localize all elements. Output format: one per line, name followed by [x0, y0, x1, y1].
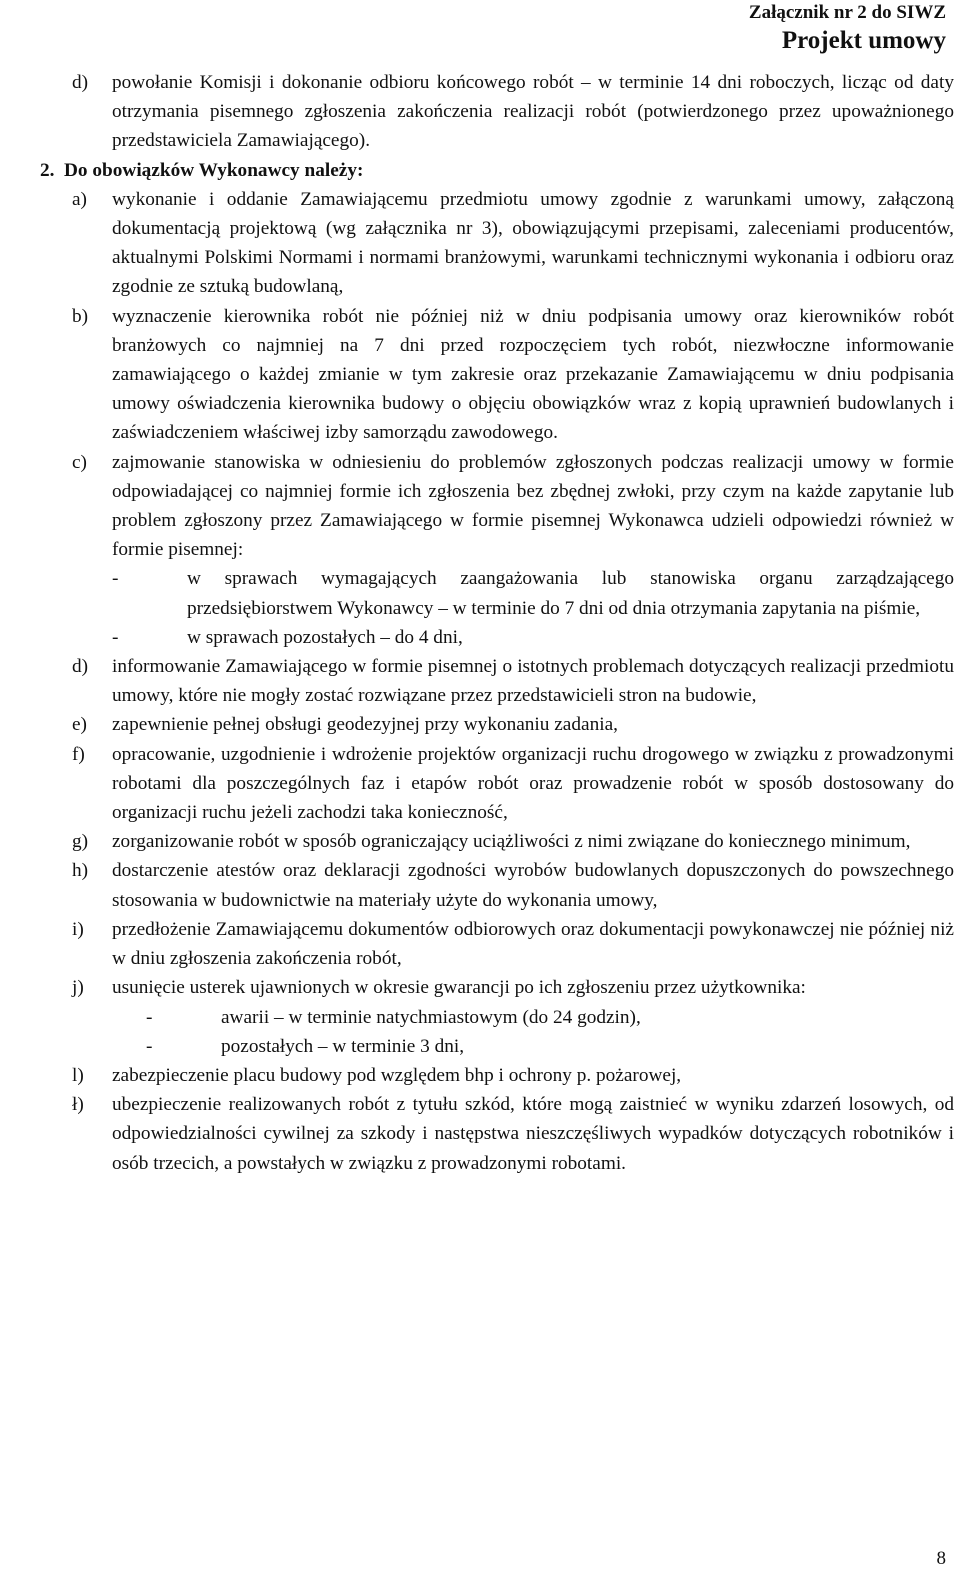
list-item-intro-d [72, 68, 954, 156]
list-item-j [72, 973, 954, 1061]
list-text: powołanie Komisji i dokonanie odbioru końcowego robót – w terminie 14 dni roboczych, licząc od daty otrzymania pisemnego zgłoszenia zakończenia realizacji robót (potwierdzonego przez upoważnionego przedstawiciela Zamawiającego). [112, 72, 954, 152]
dash-item [112, 623, 954, 652]
list-label: d) [72, 72, 89, 93]
dash-item [112, 1032, 954, 1061]
list-item-c [72, 448, 954, 652]
list-label: h) [72, 860, 89, 882]
list-text: zorganizowanie robót w sposób ograniczający uciążliwości z nimi związane do koniecznego minimum, [112, 831, 911, 853]
list-item-b [72, 302, 954, 448]
list-text: informowanie Zamawiającego w formie pisemnej o istotnych problemach dotyczących realizacji przedmiotu umowy, które nie mogły zostać rozwiązane przez przedstawicieli stron na budowie, [112, 656, 954, 707]
dash-label: - [112, 568, 119, 590]
list-label: g) [72, 831, 89, 853]
list-item-d [72, 652, 954, 710]
section-heading: Do obowiązków Wykonawcy należy: [64, 159, 364, 181]
list-label: ł) [72, 1094, 84, 1116]
list-item-l [72, 1061, 954, 1090]
list-label: l) [72, 1064, 84, 1086]
list-item-i [72, 915, 954, 973]
list-text: przedłożenie Zamawiającemu dokumentów odbiorowych oraz dokumentacji powykonawczej nie później niż w dniu zgłoszenia zakończenia robót, [112, 918, 954, 970]
list-text: wyznaczenie kierownika robót nie później niż w dniu podpisania umowy oraz kierowników robót branżowych co najmniej na 7 dni przed rozpoczęciem tych robót, niezwłoczne informowanie zamawiającego o każdej zmianie w tym zakresie oraz przekazanie Zamawiającemu w dniu podpisania umowy oświadczenia kierownika budowy o objęciu obowiązków wraz z kopią uprawnień budowlanych i zaświadczeniem właściwej izby samorządu zawodowego. [112, 305, 954, 444]
list-label: f) [72, 743, 85, 765]
dash-item [112, 1003, 954, 1032]
section-number: 2. [40, 159, 55, 181]
dash-item [112, 564, 954, 622]
list-label: c) [72, 451, 87, 473]
list-label: j) [72, 977, 84, 999]
list-text: dostarczenie atestów oraz deklaracji zgodności wyrobów budowlanych dopuszczonych do powszechnego stosowania w budownictwie na materiały użyte do wykonania umowy, [112, 860, 954, 911]
list-item-f [72, 740, 954, 828]
list-item-a [72, 185, 954, 302]
page-header [749, 0, 946, 56]
dash-text: awarii – w terminie natychmiastowym (do 24 godzin), [221, 1006, 641, 1028]
dash-label: - [146, 1006, 153, 1028]
list-text: zajmowanie stanowiska w odniesieniu do problemów zgłoszonych podczas realizacji umowy w formie odpowiadającej co najmniej formie ich zgłoszenia bez zbędnej zwłoki, przy czym na każde zapytanie lub problem zgłoszony przez Zamawiającego w formie pisemnej Wykonawca udzieli odpowiedzi również w formie pisemnej: [112, 451, 954, 561]
list-item-l-stroke [72, 1090, 954, 1178]
dash-text: pozostałych – w terminie 3 dni, [221, 1035, 465, 1057]
page-number: 8 [936, 1548, 946, 1569]
list-text: usunięcie usterek ujawnionych w okresie gwarancji po ich zgłoszeniu przez użytkownika: [112, 977, 806, 999]
list-label: e) [72, 714, 87, 736]
attachment-label: Załącznik nr 2 do SIWZ [748, 2, 946, 23]
list-body [112, 973, 954, 1061]
list-label: b) [72, 305, 89, 327]
list-text: zapewnienie pełnej obsługi geodezyjnej przy wykonaniu zadania, [112, 714, 618, 736]
dash-text: w sprawach pozostałych – do 4 dni, [187, 626, 463, 648]
list-body [112, 448, 954, 652]
dash-label: - [112, 626, 119, 648]
list-label: a) [72, 188, 87, 210]
document-title: Projekt umowy [781, 27, 946, 54]
list-item-h [72, 856, 954, 914]
document-body [40, 68, 954, 1178]
dash-label: - [146, 1035, 153, 1057]
list-label: d) [72, 656, 89, 678]
list-label: i) [72, 918, 84, 940]
list-text: zabezpieczenie placu budowy pod względem bhp i ochrony p. pożarowej, [112, 1064, 682, 1086]
list-text: ubezpieczenie realizowanych robót z tytułu szkód, które mogą zaistnieć w wyniku zdarzeń losowych, od odpowiedzialności cywilnej za szkody i następstwa nieszczęśliwych wypadków dotyczących robotników i osób trzecich, a powstałych w związku z prowadzonymi robotami. [112, 1094, 954, 1174]
section-2-heading [32, 156, 954, 185]
list-item-g [72, 827, 954, 856]
dash-text: w sprawach wymagających zaangażowania lub stanowiska organu zarządzającego przedsiębiorstwem Wykonawcy – w terminie do 7 dni od dnia otrzymania zapytania na piśmie, [187, 568, 954, 619]
list-text: wykonanie i oddanie Zamawiającemu przedmiotu umowy zgodnie z warunkami umowy, załączoną dokumentacją projektową (wg załącznika nr 3), obowiązującymi przepisami, zaleceniami producentów, aktualnymi Polskimi Normami i normami branżowymi, warunkami technicznymi wykonania i odbioru oraz zgodnie ze sztuką budowlaną, [112, 188, 954, 298]
list-text: opracowanie, uzgodnienie i wdrożenie projektów organizacji ruchu drogowego w związku z prowadzonymi robotami dla poszczególnych faz i etapów robót oraz prowadzenie robót w sposób dostosowany do organizacji ruchu jeżeli zachodzi taka konieczność, [112, 743, 954, 824]
list-item-e [72, 710, 954, 739]
